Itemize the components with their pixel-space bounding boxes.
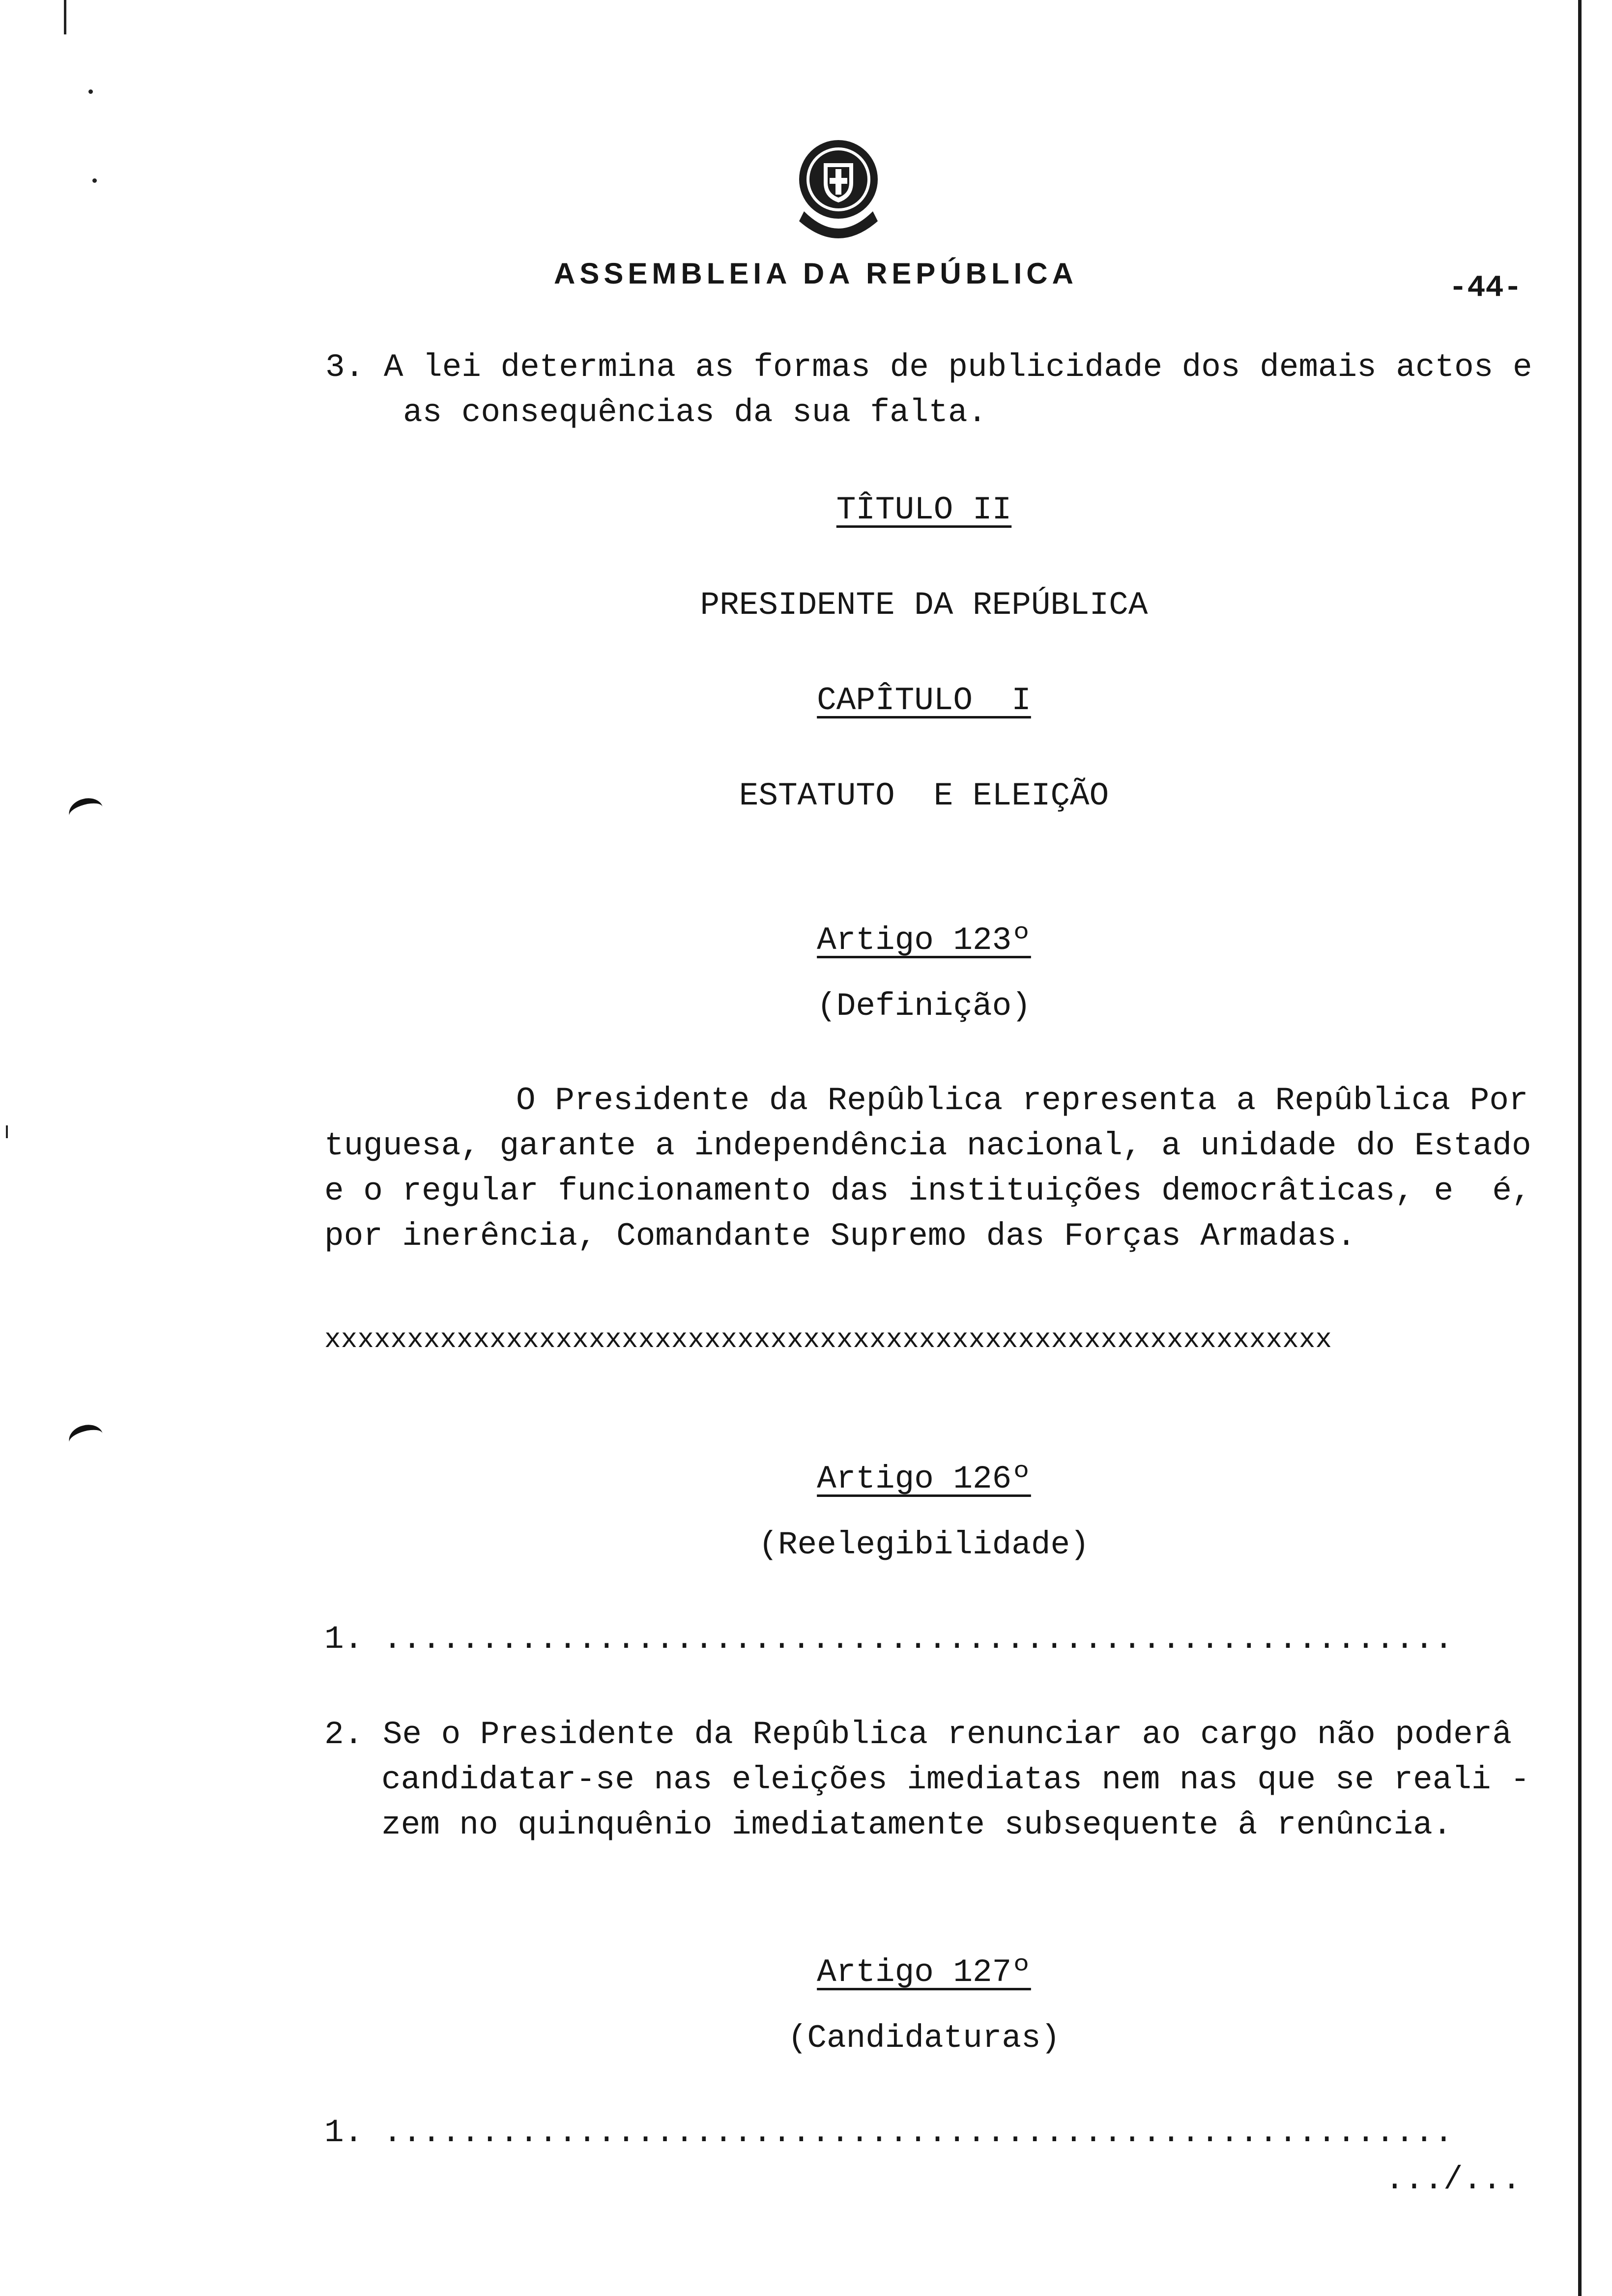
article-123-line: O Presidente da Repûblica representa a Repûblica Por xyxy=(516,1082,1528,1119)
binder-hole-mark xyxy=(66,795,106,828)
article-127-heading: Artigo 127º xyxy=(817,1954,1031,1991)
article-123-line: e o regular funcionamento das instituições democrâticas, e é, xyxy=(324,1173,1531,1209)
scan-mark xyxy=(88,89,93,94)
article-123-line: por inerência, Comandante Supremo das Forças Armadas. xyxy=(324,1218,1356,1255)
chapter-subtitle: ESTATUTO E ELEIÇÃO xyxy=(739,777,1109,814)
article-123-heading: Artigo 123º xyxy=(817,922,1031,959)
chapter-heading: CAPÎTULO I xyxy=(817,682,1031,719)
article-127-subtitle: (Candidaturas) xyxy=(787,2020,1061,2057)
intro-line-1: 3. A lei determina as formas de publicidade dos demais actos e xyxy=(325,349,1532,386)
article-126-subtitle: (Reelegibilidade) xyxy=(758,1526,1090,1563)
section-separator: xxxxxxxxxxxxxxxxxxxxxxxxxxxxxxxxxxxxxxxxxxxxxxxxxxxxxxxxxxxxx xyxy=(324,1324,1332,1355)
page-edge-border xyxy=(1578,0,1582,2296)
title-heading: TÎTULO II xyxy=(836,491,1012,528)
institution-header: ASSEMBLEIA DA REPÚBLICA xyxy=(554,257,1078,290)
article-126-heading: Artigo 126º xyxy=(817,1461,1031,1497)
page-number: -44- xyxy=(1449,270,1522,305)
scan-mark xyxy=(92,178,97,183)
scan-mark xyxy=(6,1125,8,1138)
article-126-item-2-line: 2. Se o Presidente da Repûblica renunciar ao cargo não poderâ xyxy=(324,1716,1512,1753)
coat-of-arms-icon xyxy=(784,133,892,246)
article-126-item-2-line: candidatar-se nas eleições imediatas nem nas que se reali - xyxy=(381,1761,1530,1798)
article-126-item-2-line: zem no quinquênio imediatamente subsequente â renûncia. xyxy=(381,1807,1452,1843)
intro-line-2: as consequências da sua falta. xyxy=(403,394,987,431)
scan-mark xyxy=(64,0,66,34)
article-127-item-1: 1. ....................................................... xyxy=(324,2114,1454,2151)
article-126-item-1: 1. ....................................................... xyxy=(324,1621,1454,1658)
article-123-line: tuguesa, garante a independência nacional, a unidade do Estado xyxy=(324,1127,1531,1164)
binder-hole-mark xyxy=(66,1421,106,1455)
article-123-subtitle: (Definição) xyxy=(817,988,1031,1025)
president-heading: PRESIDENTE DA REPÚBLICA xyxy=(700,587,1148,624)
continuation-marker: .../... xyxy=(1385,2161,1522,2198)
